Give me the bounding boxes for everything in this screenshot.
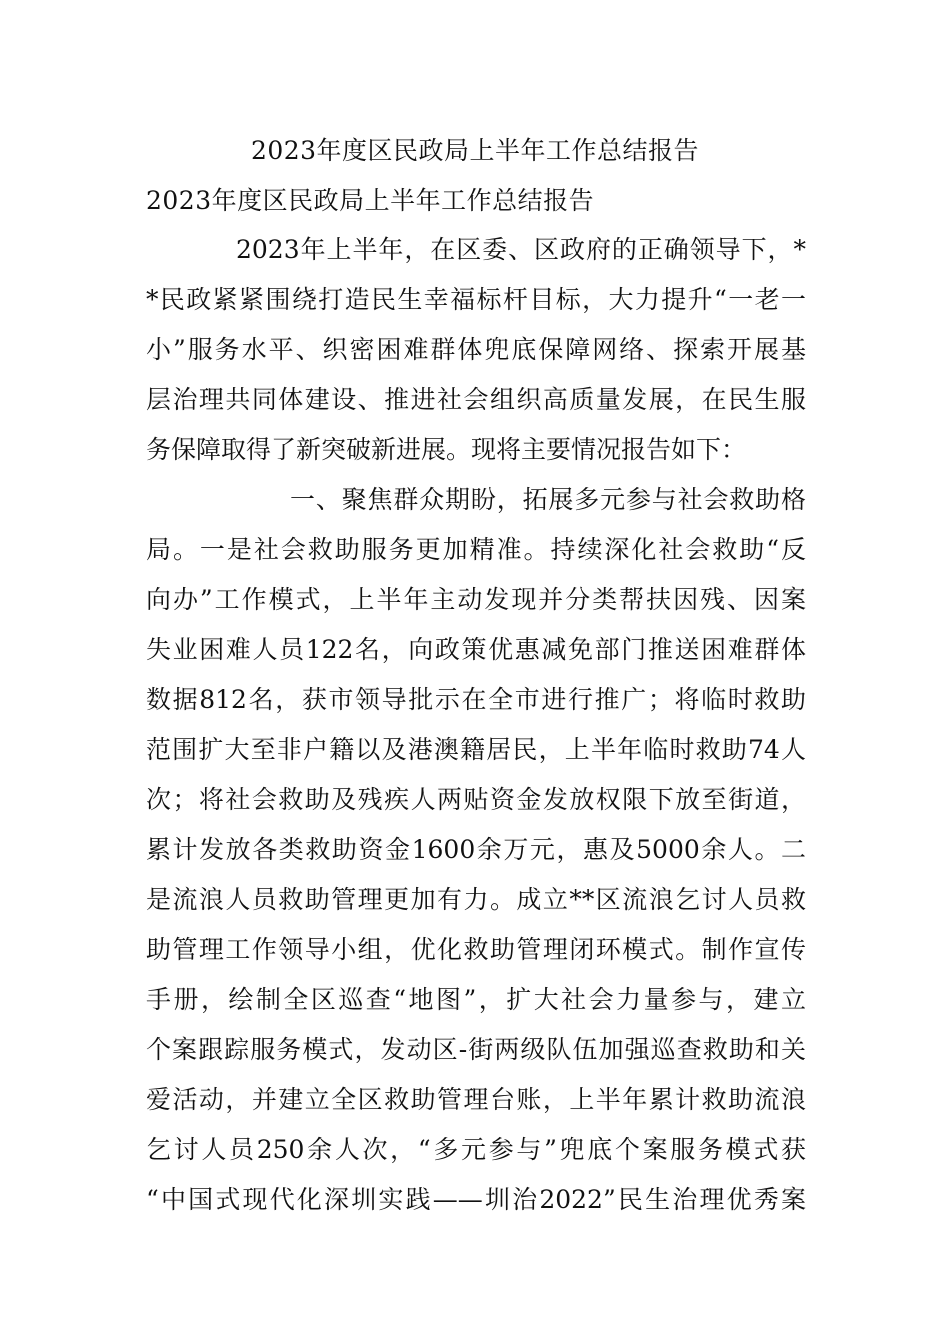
paragraph-line: 向办”工作模式，上半年主动发现并分类帮扶因残、因案 xyxy=(146,585,806,614)
paragraph-line: 务保障取得了新突破新进展。现将主要情况报告如下： xyxy=(146,435,747,464)
paragraph-line: 2023年上半年，在区委、区政府的正确领导下，* xyxy=(236,235,806,264)
paragraph-line: 小”服务水平、织密困难群体兜底保障网络、探索开展基 xyxy=(146,335,806,364)
paragraph-line: 乞讨人员250余人次，“多元参与”兜底个案服务模式获 xyxy=(146,1135,806,1164)
paragraph-line: 是流浪人员救助管理更加有力。成立**区流浪乞讨人员救 xyxy=(146,885,806,914)
paragraph-line: 个案跟踪服务模式，发动区-街两级队伍加强巡查救助和关 xyxy=(146,1035,806,1064)
paragraph-line: 局。一是社会救助服务更加精准。持续深化社会救助“反 xyxy=(146,535,806,564)
paragraph-line: 数据812名，获市领导批示在全市进行推广；将临时救助 xyxy=(146,685,806,714)
section-heading-line: 一、聚焦群众期盼，拓展多元参与社会救助格 xyxy=(290,485,806,514)
document-title: 2023年度区民政局上半年工作总结报告 xyxy=(250,136,700,165)
paragraph-line: 累计发放各类救助资金1600余万元，惠及5000余人。二 xyxy=(146,835,806,864)
paragraph-line: 手册，绘制全区巡查“地图”，扩大社会力量参与，建立 xyxy=(146,985,806,1014)
paragraph-line: *民政紧紧围绕打造民生幸福标杆目标，大力提升“一老一 xyxy=(146,285,806,314)
paragraph-line: 助管理工作领导小组，优化救助管理闭环模式。制作宣传 xyxy=(146,935,806,964)
paragraph-line: 层治理共同体建设、推进社会组织高质量发展，在民生服 xyxy=(146,385,806,414)
paragraph-line: “中国式现代化深圳实践——圳治2022”民生治理优秀案 xyxy=(146,1185,806,1214)
paragraph-line: 爱活动，并建立全区救助管理台账，上半年累计救助流浪 xyxy=(146,1085,806,1114)
paragraph-line: 失业困难人员122名，向政策优惠减免部门推送困难群体 xyxy=(146,635,806,664)
paragraph-line: 范围扩大至非户籍以及港澳籍居民，上半年临时救助74人 xyxy=(146,735,806,764)
paragraph-line: 次；将社会救助及残疾人两贴资金发放权限下放至街道， xyxy=(146,785,806,814)
document-subtitle: 2023年度区民政局上半年工作总结报告 xyxy=(146,186,595,215)
